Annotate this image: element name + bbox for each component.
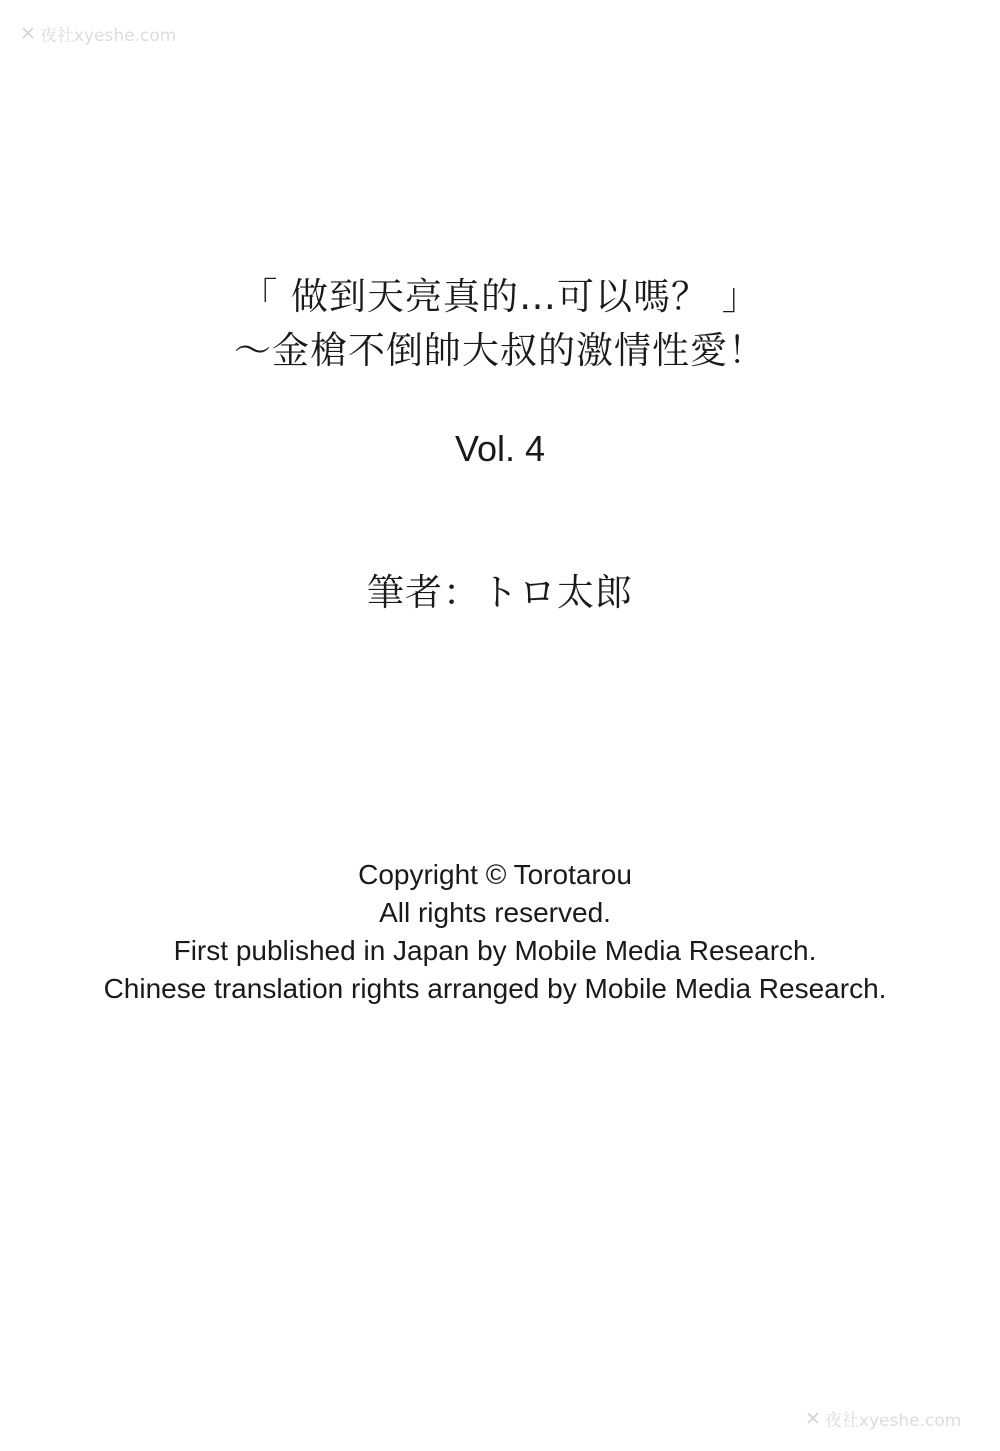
watermark-text: 夜社xyeshe.com [824,1411,962,1431]
title-line-1: 「 做到天亮真的…可以嗎？ 」 [240,275,760,318]
x-logo-icon: ✕ [805,1407,821,1430]
watermark-bottom [805,1406,961,1431]
copyright-line-1: Copyright © Torotarou [358,859,632,890]
watermark-text: 夜社xyeshe.com [39,26,177,46]
copyright-line-4: Chinese translation rights arranged by Mobile Media Research. [103,973,887,1004]
watermark-top [20,21,176,46]
copyright-notice [0,856,990,1008]
author-credit: 筆者：トロ太郎 [367,571,633,614]
copyright-line-2: All rights reserved. [379,897,611,928]
copyright-line-3: First published in Japan by Mobile Media Research. [173,935,817,966]
volume-label: Vol. 4 [454,428,546,469]
title-block [0,270,1000,378]
title-line-2: ～金槍不倒帥大叔的激情性愛！ [234,329,766,372]
x-logo-icon: ✕ [20,22,36,45]
